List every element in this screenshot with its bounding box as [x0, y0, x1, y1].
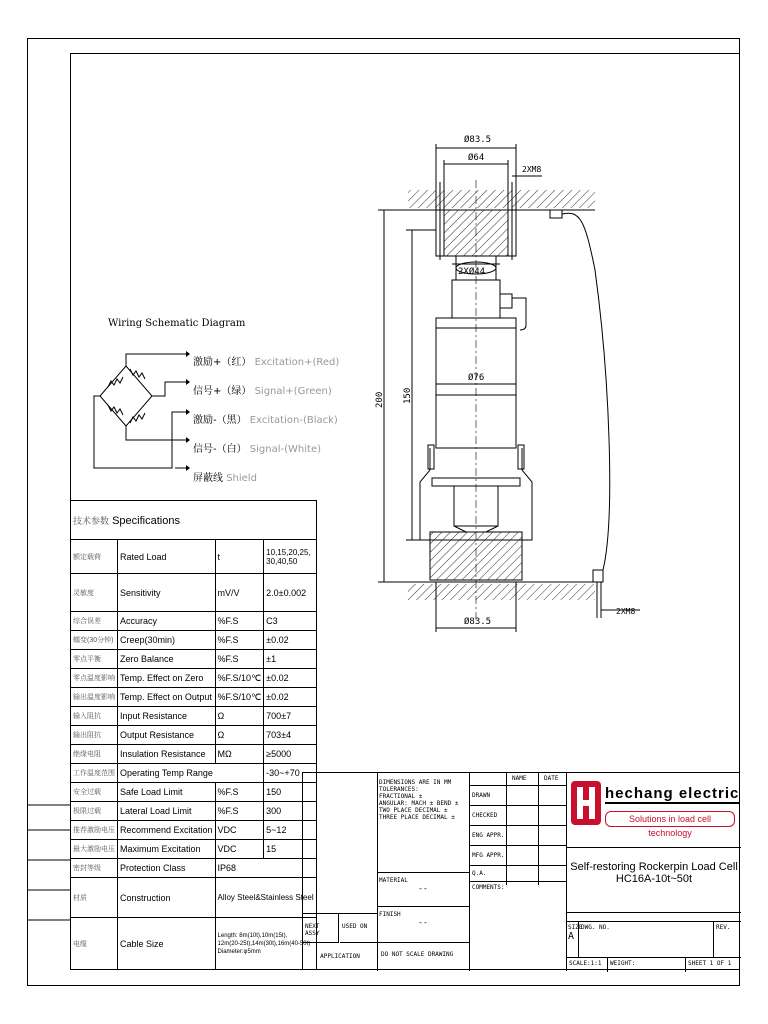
dim-d835-bottom: Ø83.5: [464, 617, 492, 627]
dwg-no-label: DWG. NO.: [581, 924, 610, 931]
dim-m8-top: 2XM8: [522, 165, 542, 174]
spec-row: [71, 540, 317, 574]
spec-row: [71, 688, 317, 707]
spec-row: [71, 859, 317, 878]
wiring-labels: [193, 348, 339, 493]
margin-zone-grid: [27, 800, 71, 950]
spec-cell: 703±4: [264, 726, 316, 745]
dim-d76: Ø76: [468, 373, 485, 383]
spec-cell: %F.S: [215, 650, 264, 669]
spec-row: [71, 612, 317, 631]
spec-row: [71, 783, 317, 802]
comments-label: COMMENTS:: [472, 884, 505, 891]
eng-appr-label: ENG APPR.: [470, 826, 566, 846]
wire-exc-plus: 激励+（红） Excitation+(Red): [193, 357, 340, 368]
spec-cell: Sensitivity: [118, 574, 216, 612]
spec-cell: %F.S: [215, 783, 264, 802]
spec-row: [71, 707, 317, 726]
wire-exc-minus: 激励-（黑） Excitation-(Black): [193, 415, 338, 426]
spec-cell: Insulation Resistance: [118, 745, 216, 764]
spec-cell: Alloy Steel&Stainless Steel: [215, 878, 316, 918]
rev-label: REV.: [713, 922, 741, 958]
spec-cell: 安全过载: [71, 783, 118, 802]
spec-cell: 额定载荷: [71, 540, 118, 574]
spec-cell: ≥5000: [264, 745, 316, 764]
spec-cell: 150: [264, 783, 316, 802]
spec-row: [71, 631, 317, 650]
spec-row: [71, 764, 317, 783]
spec-cell: %F.S/10℃: [215, 669, 264, 688]
drawn-label: DRAWN: [470, 786, 566, 806]
material-value: --: [418, 884, 428, 893]
spec-cell: 密封等级: [71, 859, 118, 878]
spec-cell: ±0.02: [264, 688, 316, 707]
spec-cell: Input Resistance: [118, 707, 216, 726]
spec-cell: 700±7: [264, 707, 316, 726]
checked-label: CHECKED: [470, 806, 566, 826]
spec-cell: 5~12: [264, 821, 316, 840]
company-logo-icon: [571, 781, 601, 825]
spec-row: [71, 574, 317, 612]
spec-header-cn: 技术参数: [73, 515, 110, 526]
spec-cell: 2.0±0.002: [264, 574, 316, 612]
spec-cell: %F.S: [215, 612, 264, 631]
spec-cell: 输出阻抗: [71, 726, 118, 745]
spec-cell: 材质: [71, 878, 118, 918]
spec-cell: ±1: [264, 650, 316, 669]
dim-d44: 2XØ44: [458, 267, 486, 277]
weight-label: WEIGHT:: [607, 958, 635, 972]
size-label: SIZE: [568, 924, 583, 931]
company-name: hechang electric: [605, 785, 740, 802]
material-label: MATERIAL: [379, 877, 408, 884]
spec-cell: Cable Size: [118, 918, 216, 970]
scale-label: SCALE:1:1: [569, 960, 602, 967]
spec-cell: %F.S/10℃: [215, 688, 264, 707]
spec-row: [71, 669, 317, 688]
spec-cell: 综合误差: [71, 612, 118, 631]
dim-h150: 150: [403, 387, 413, 404]
spec-cell: Recommend Excitation: [118, 821, 216, 840]
spec-cell: 300: [264, 802, 316, 821]
spec-cell: 极限过载: [71, 802, 118, 821]
spec-cell: Construction: [118, 878, 216, 918]
spec-cell: 灵敏度: [71, 574, 118, 612]
spec-cell: 蠕变(30分钟): [71, 631, 118, 650]
dim-d64: Ø64: [468, 153, 485, 163]
dim-h200: 200: [375, 391, 385, 408]
drawing-model: HC16A-10t~50t: [615, 873, 693, 885]
specifications-table: [70, 500, 317, 970]
spec-cell: 最大激励电压: [71, 840, 118, 859]
spec-cell: VDC: [215, 840, 264, 859]
finish-value: --: [418, 918, 428, 927]
sheet-label: SHEET 1 OF 1: [685, 958, 731, 972]
spec-cell: Length: 8m(10t),10m(15t), 12m(20-25t),14m(30t),16m(40-50t) Diameter:φ5mm: [215, 918, 316, 970]
wire-sig-plus: 信号+（绿） Signal+(Green): [193, 386, 332, 397]
spec-cell: 零点平衡: [71, 650, 118, 669]
spec-cell: 绝缘电阻: [71, 745, 118, 764]
spec-header-en: Specifications: [112, 514, 180, 527]
dim-d835-top: Ø83.5: [464, 135, 492, 145]
spec-cell: Zero Balance: [118, 650, 216, 669]
spec-cell: ±0.02: [264, 669, 316, 688]
spec-row: [71, 878, 317, 918]
spec-cell: Temp. Effect on Output: [118, 688, 216, 707]
spec-cell: mV/V: [215, 574, 264, 612]
spec-cell: MΩ: [215, 745, 264, 764]
spec-cell: 输入阻抗: [71, 707, 118, 726]
do-not-scale-note: DO NOT SCALE DRAWING: [381, 951, 454, 958]
spec-cell: 10,15,20,25, 30,40,50: [264, 540, 316, 574]
spec-cell: Ω: [215, 707, 264, 726]
spec-cell: VDC: [215, 821, 264, 840]
spec-cell: 工作温度范围: [71, 764, 118, 783]
spec-cell: %F.S: [215, 802, 264, 821]
load-cell-drawing: [370, 120, 740, 640]
spec-cell: 推荐激励电压: [71, 821, 118, 840]
spec-cell: 15: [264, 840, 316, 859]
spec-cell: IP68: [215, 859, 316, 878]
spec-cell: Output Resistance: [118, 726, 216, 745]
spec-cell: Accuracy: [118, 612, 216, 631]
drawing-title: Self-restoring Rockerpin Load Cell: [570, 861, 738, 873]
wire-sig-minus: 信号-（白） Signal-(White): [193, 444, 322, 455]
wiring-title: Wiring Schematic Diagram: [108, 318, 246, 329]
wire-shield: 屏蔽线 Shield: [193, 473, 257, 484]
qa-label: Q.A.: [470, 866, 566, 882]
spec-cell: Ω: [215, 726, 264, 745]
spec-cell: Operating Temp Range: [118, 764, 264, 783]
spec-row: [71, 840, 317, 859]
used-on-label: USED ON: [340, 913, 377, 943]
spec-cell: 输出温度影响: [71, 688, 118, 707]
spec-cell: %F.S: [215, 631, 264, 650]
size-value: A: [568, 931, 575, 942]
mfg-appr-label: MFG APPR.: [470, 846, 566, 866]
spec-cell: Safe Load Limit: [118, 783, 216, 802]
name-col-label: NAME: [512, 775, 527, 782]
spec-header-row: [71, 501, 317, 540]
spec-row: [71, 726, 317, 745]
spec-cell: Protection Class: [118, 859, 216, 878]
spec-cell: Temp. Effect on Zero: [118, 669, 216, 688]
spec-cell: 零点温度影响: [71, 669, 118, 688]
dimensions-note: DIMENSIONS ARE IN MM TOLERANCES: FRACTIONAL ± ANGULAR: MACH ± BEND ± TWO PLACE DECIMAL ± THREE PLACE DECIMAL ±: [377, 773, 469, 873]
finish-label: FINISH: [379, 911, 401, 918]
company-logo-area: [567, 773, 741, 848]
spec-cell: Lateral Load Limit: [118, 802, 216, 821]
spec-cell: t: [215, 540, 264, 574]
spec-row: [71, 745, 317, 764]
spec-row: [71, 821, 317, 840]
application-label: APPLICATION: [320, 953, 360, 960]
dim-m8-bottom: 2XM8: [616, 607, 636, 616]
spec-row: [71, 650, 317, 669]
spec-cell: Rated Load: [118, 540, 216, 574]
next-assy-label: NEXT ASSY: [303, 913, 339, 943]
spec-cell: Creep(30min): [118, 631, 216, 650]
spec-cell: Maximum Excitation: [118, 840, 216, 859]
spec-row: [71, 918, 317, 970]
spec-row: [71, 802, 317, 821]
spec-cell: ±0.02: [264, 631, 316, 650]
title-block: [302, 772, 740, 970]
spec-cell: 电缆: [71, 918, 118, 970]
spec-cell: -30~+70: [264, 764, 316, 783]
company-tagline: Solutions in load cell technology: [605, 811, 735, 827]
date-col-label: DATE: [544, 775, 559, 782]
spec-cell: C3: [264, 612, 316, 631]
